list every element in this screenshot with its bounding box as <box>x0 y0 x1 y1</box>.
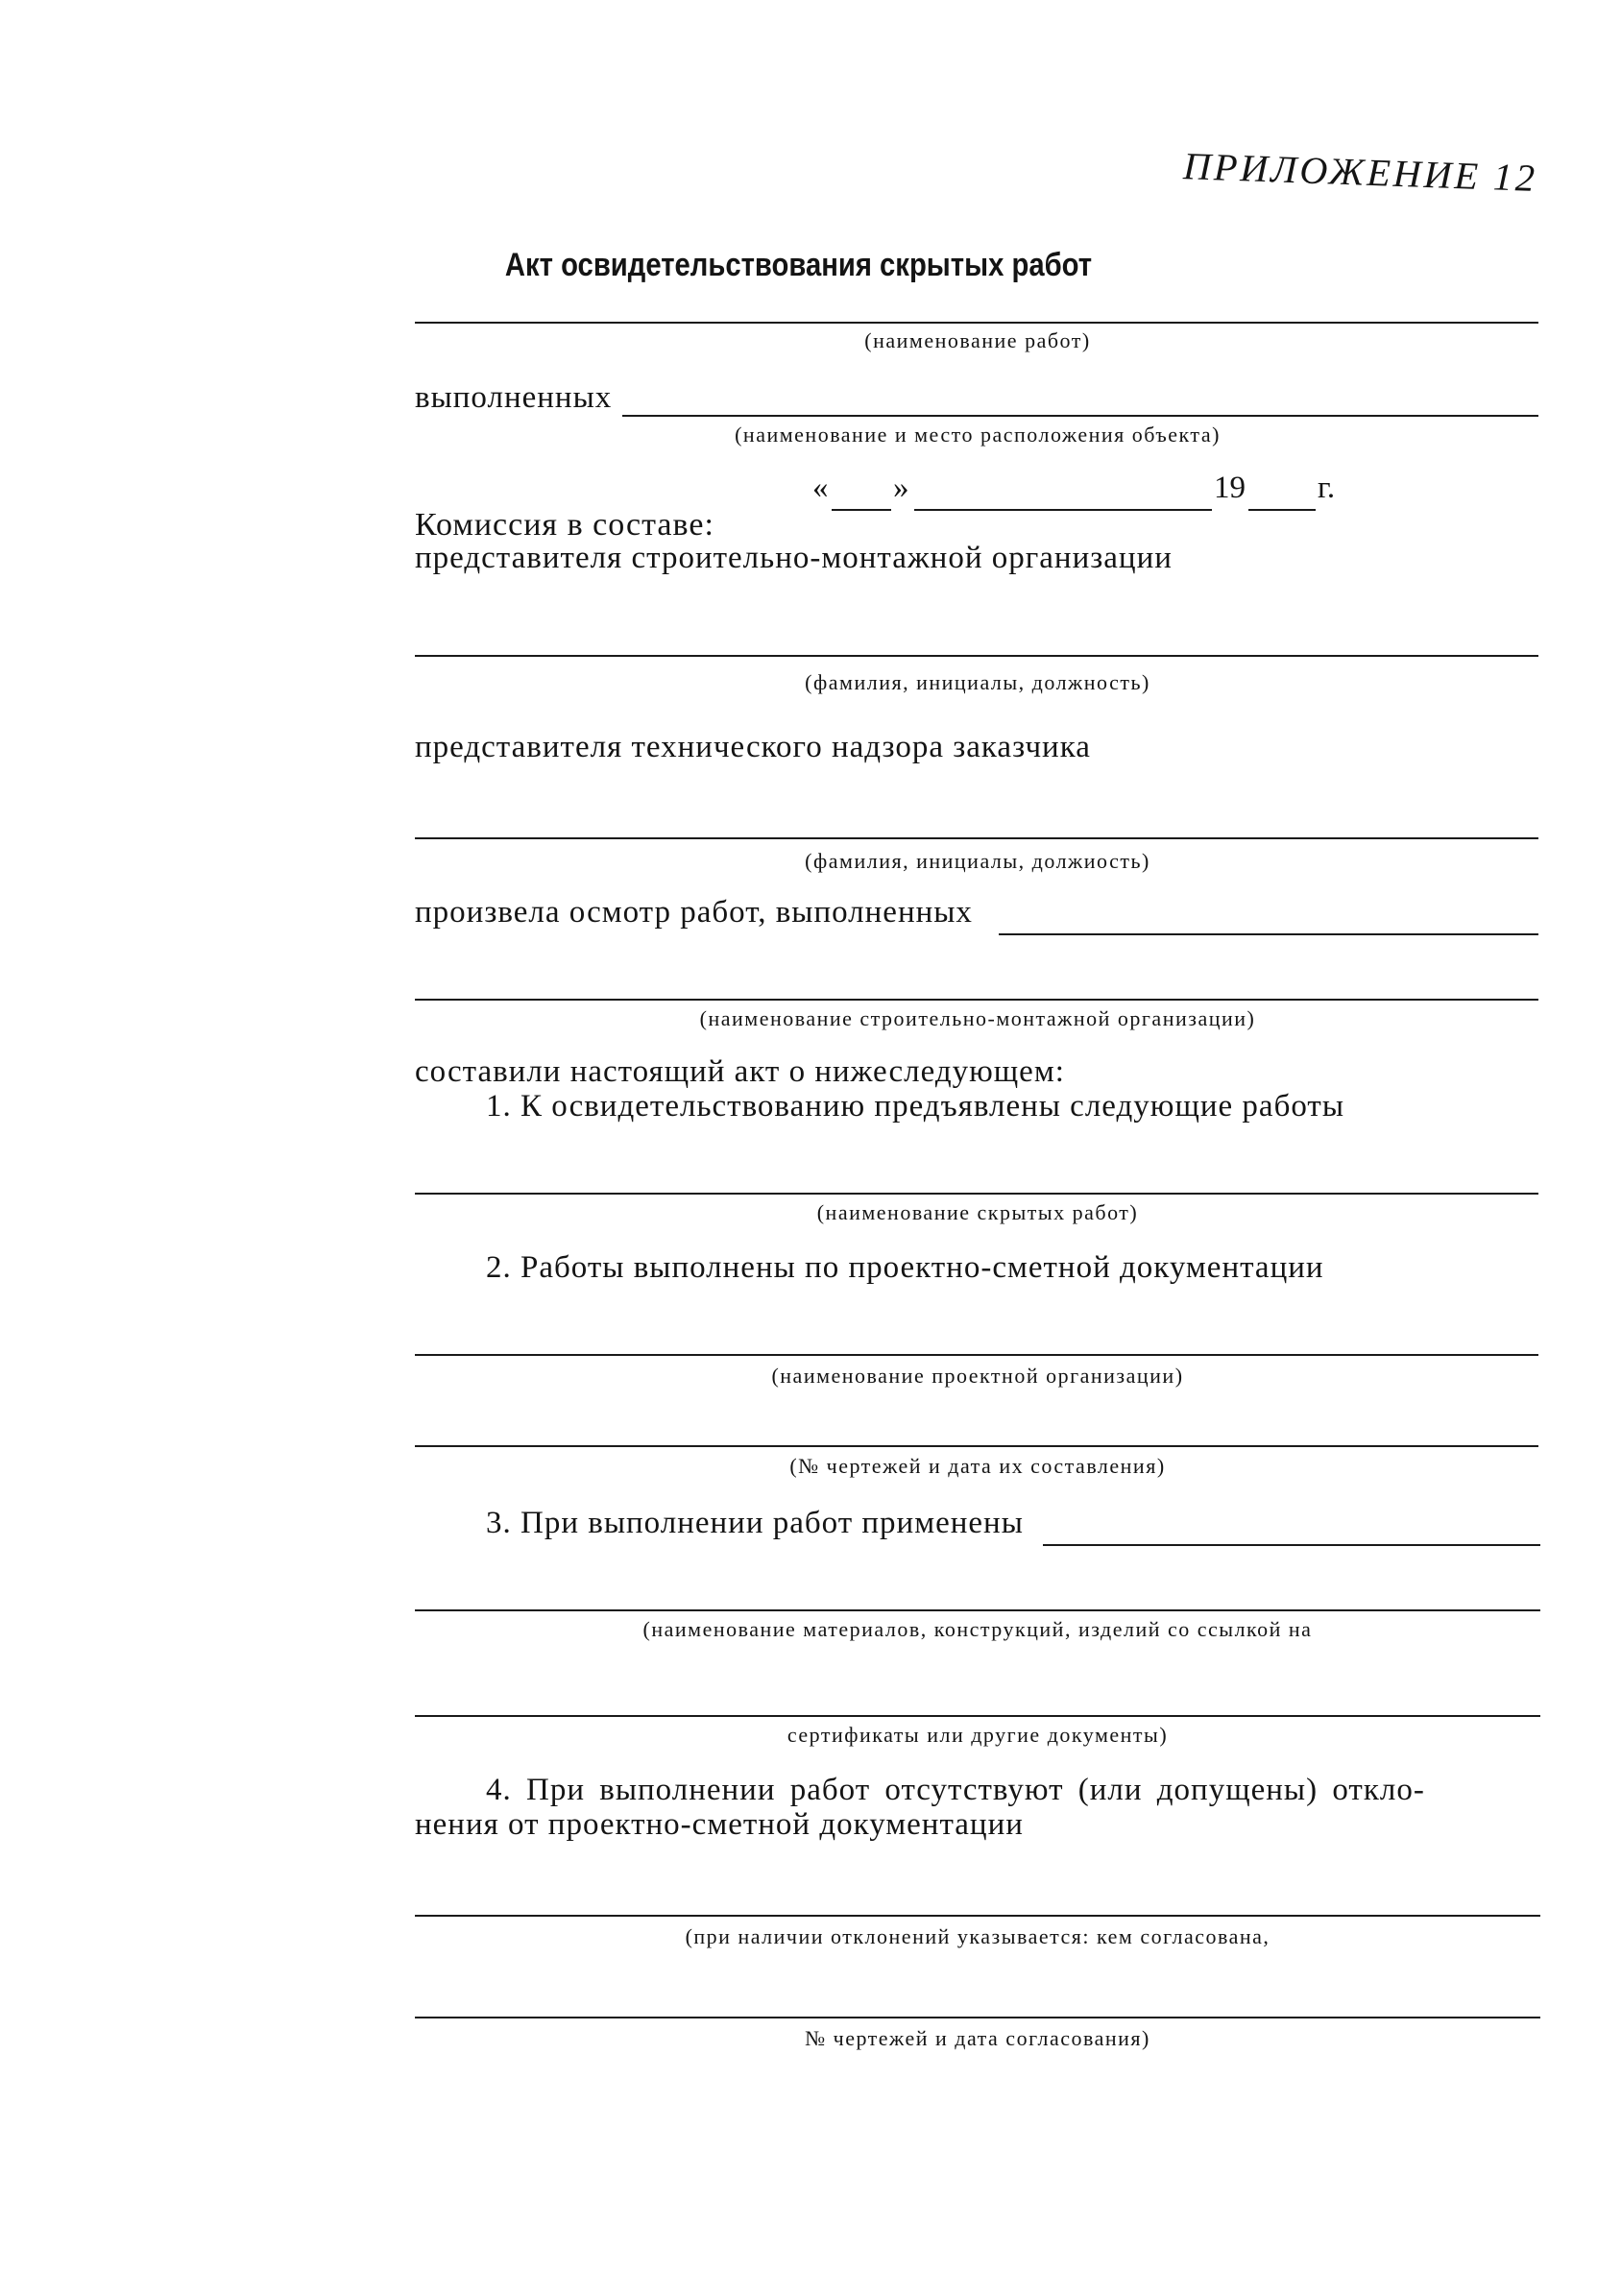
performed-label: выполненных <box>415 380 613 415</box>
caption-work-name: (наименование работ) <box>864 328 1091 352</box>
caption-materials-2: сертификаты или другие документы) <box>786 1723 1169 1747</box>
caption-deviations-1: (при наличии отклонений указывается: кем согласована, <box>685 1924 1270 1948</box>
object-line[interactable] <box>622 415 1538 417</box>
date-close-quote: » <box>893 471 909 505</box>
deviations-line-2[interactable] <box>415 2017 1540 2018</box>
work-name-line[interactable] <box>415 322 1538 324</box>
materials-line-1[interactable] <box>415 1609 1540 1611</box>
caption-organization: (наименование строительно-монтажной организации) <box>699 1006 1256 1030</box>
date-year-line[interactable] <box>1248 509 1316 511</box>
drawings-line[interactable] <box>415 1445 1538 1447</box>
organization-line[interactable] <box>415 999 1538 1001</box>
item-4-line-1: 4. При выполнении работ отсутствуют (или допущены) откло- <box>486 1773 1425 1807</box>
caption-person-1: (фамилия, инициалы, должность) <box>805 670 1150 694</box>
rep-supervision-line[interactable] <box>415 837 1538 839</box>
item-3: 3. При выполнении работ применены <box>486 1506 1024 1540</box>
deviations-line-1[interactable] <box>415 1915 1540 1917</box>
materials-line-2[interactable] <box>415 1715 1540 1717</box>
caption-drawings: (№ чертежей и дата их составления) <box>789 1454 1166 1478</box>
date-year-prefix: 19 <box>1214 471 1246 505</box>
document-title: Акт освидетельствования скрытых работ <box>504 247 1093 283</box>
inspection-label: произвела осмотр работ, выполненных <box>415 895 973 930</box>
item-4-line-2: нения от проектно-сметной документации <box>415 1807 1024 1842</box>
rep-supervision-label: представителя технического надзора заказчика <box>415 730 1091 764</box>
commission-label: Комиссия в составе: <box>415 507 714 543</box>
caption-object: (наименование и место расположения объекта) <box>735 423 1221 447</box>
rep-construction-line[interactable] <box>415 655 1538 657</box>
item-2: 2. Работы выполнены по проектно-сметной документации <box>486 1250 1324 1285</box>
hidden-works-line[interactable] <box>415 1193 1538 1195</box>
materials-inline-line[interactable] <box>1043 1544 1540 1546</box>
appendix-label: ПРИЛОЖЕНИЕ 12 <box>1182 144 1538 200</box>
date-day-line[interactable] <box>832 509 891 511</box>
caption-person-2: (фамилия, инициалы, должиость) <box>805 849 1150 873</box>
caption-materials-1: (наименование материалов, конструкций, изделий со ссылкой на <box>642 1617 1313 1641</box>
caption-design-org: (наименование проектной организации) <box>771 1364 1184 1388</box>
date-year-suffix: г. <box>1318 471 1336 505</box>
compiled-label: составили настоящий акт о нижеследующем: <box>415 1054 1065 1089</box>
date-month-line[interactable] <box>914 509 1212 511</box>
caption-deviations-2: № чертежей и дата согласования) <box>805 2026 1150 2050</box>
rep-construction-label: представителя строительно-монтажной организации <box>415 541 1173 575</box>
caption-hidden-works: (наименование скрытых работ) <box>816 1200 1139 1224</box>
design-org-line[interactable] <box>415 1354 1538 1356</box>
date-open-quote: « <box>812 471 829 505</box>
item-1: 1. К освидетельствованию предъявлены следующие работы <box>486 1089 1345 1124</box>
inspection-line[interactable] <box>999 933 1538 935</box>
